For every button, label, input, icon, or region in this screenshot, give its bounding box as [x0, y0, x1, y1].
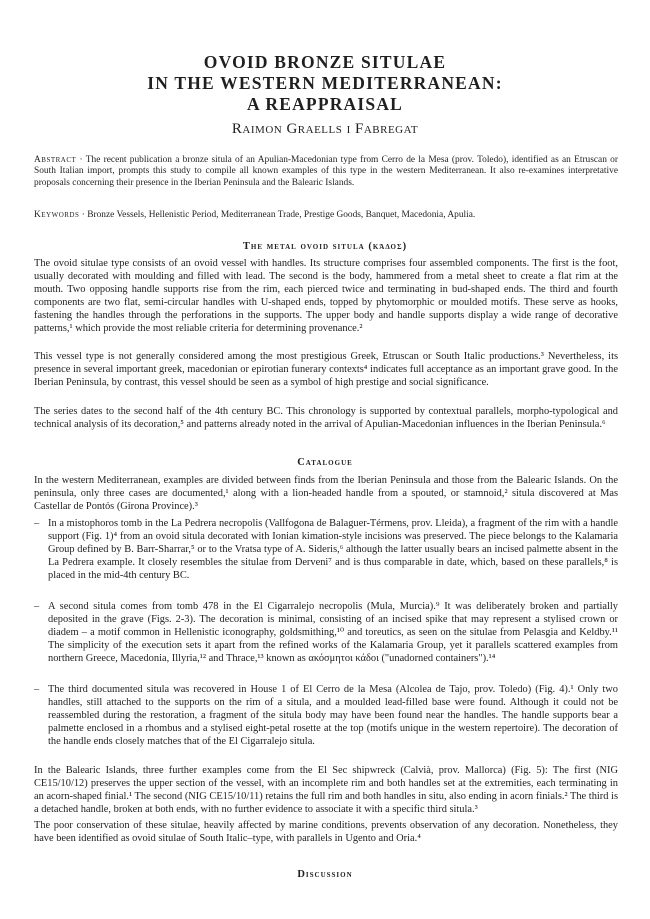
paragraph-chronology: The series dates to the second half of the 4th century BC. This chronology is supported by contextual parallels, morpho-typological and technical analysis of its decoration,⁵ and patterns already noted in the arrival of Apulian-Macedonian influences in the Iberian Peninsula.⁶ [34, 406, 618, 431]
list-dash: – [34, 684, 40, 695]
list-dash: – [34, 601, 40, 612]
paragraph-conservation: The poor conservation of these situlae, heavily affected by marine conditions, prevents observation of any decoration. Nonetheless, they have been identified as ovoid situlae of South Italic–type, with parallels in Ugento and Oria.⁴ [34, 820, 618, 845]
title-line-3: A REAPPRAISAL [246, 94, 404, 114]
list-item-text: In a mistophoros tomb in the La Pedrera necropolis (Vallfogona de Balaguer-Térmens, prov. Lleida), a fragment of the rim with a handle support (Fig. 1)⁴ from an ovoid situla decorated with Ionian kimation-style incisions was preserved. The piece belongs to the Kalamaria Group defined by B. Barr-Sharrar,⁵ or to the Vratsa type of A. Sideris,⁶ although the latter usually bears an incised palmette absent in the La Pedrera example. It closely resembles the situlae from Derveni⁷ and is thus comparable in date, which, based on these parallels,⁸ is placed in the mid-4th century BC. [48, 518, 618, 582]
keywords-separator: · [79, 210, 88, 220]
list-item [34, 600, 618, 665]
paragraph-structure: The ovoid situlae type consists of an ovoid vessel with handles. Its structure comprises four assembled components. The first is the foot, usually decorated with moulding and filled with lead. The second is the body, hammered from a metal sheet to create a flat rim at the mouth. Two opposing handle supports rise from the rim, each pierced twice and terminating in bud-shaped ends. The third and fourth components are two flat, semi-circular handles with U-shaped ends, topped by phytomorphic or moulded motifs. These serve as hooks, fastening the handles through the perforations in the supports. The upper body and handle supports display a wide range of decorative patterns,¹ which provide the most reliable criteria for determining provenance.² [34, 258, 618, 335]
list-item-text: A second situla comes from tomb 478 in the El Cigarralejo necropolis (Mula, Murcia).⁹ It was deliberately broken and partially deposited in the grave (Figs. 2-3). The decoration is minimal, consisting of an incised spike that may represent a stylised crown or diadem – a motif common in Hellenistic iconography, goldsmithing,¹⁰ and toreutics, as seen on the situlae from Pelasgia and Keldby.¹¹ The simplicity of the execution sets it apart from the refined works of the Kalamaria Group, yet it parallels scattered examples from northern Greece, Macedonia, Illyria,¹² and Thrace,¹³ known as ακόσμητοι κάδοι ("unadorned containers").¹⁴ [48, 601, 618, 665]
section-heading-situla: The metal ovoid situla (κάδος) [242, 241, 408, 252]
section-heading-catalogue: Catalogue [297, 457, 353, 468]
title-line-1: OVOID BRONZE SITULAE [203, 52, 447, 72]
paragraph-catalogue-intro: In the western Mediterranean, examples are divided between finds from the Iberian Peninsula and those from the Balearic Islands. On the peninsula, only three cases are documented,¹ along with a lion-headed handle from a spouted, or stamnoid,² situla discovered at Mas Castellar de Pontós (Girona Province).³ [34, 475, 618, 513]
title-line-2: IN THE WESTERN MEDITERRANEAN: [147, 73, 503, 93]
paragraph-balearic: In the Balearic Islands, three further examples come from the El Sec shipwreck (Calvià, prov. Mallorca) (Fig. 5): The first (NIG CE15/10/12) preserves the upper section of the vessel, with an incomplete rim and both handles set at the extremities, each terminating in an acorn-shaped finial.¹ The second (NIG CE15/10/11) retains the full rim and both handles in situ, also ending in acorn finials.² The third is a detached handle, broken at both ends, with no further evidence to associate it with a specific third situla.³ [34, 765, 618, 816]
abstract-label: Abstract [34, 155, 77, 165]
keywords [34, 210, 618, 221]
author-name: Raimon Graells i Fabregat [231, 121, 419, 137]
abstract-text: The recent publication a bronze situla of an Apulian-Macedonian type from Cerro de la Mesa (prov. Toledo), identified as an Etruscan or South Italian import, prompts this study to compile all known examples of this type in the western Mediterranean. It also re-examines interpretative proposals concerning their presence in the Iberian Peninsula and the Balearic Islands. [34, 155, 618, 188]
list-item [34, 683, 618, 748]
abstract [34, 155, 618, 189]
section-heading-discussion: Discussion [297, 869, 353, 880]
list-item-text: The third documented situla was recovered in House 1 of El Cerro de la Mesa (Alcolea de Tajo, prov. Toledo) (Fig. 4).¹ Only two handles, still attached to the supports on the rim of a situla, and a moulded lead-filled base were found. Although it could not be reassembled during the restoration, a fragment of the situla body may have been found near the handles. The handle supports bear a palmette enclosed in a rhombus and a stylised eight-petal rosette at the top (motifs unique in the western repertoire). The decoration of the handle ends closely matches that of the El Cigarralejo situla. [48, 684, 618, 748]
paragraph-prestige: This vessel type is not generally considered among the most prestigious Greek, Etruscan or South Italic productions.³ Nevertheless, its presence in several important greek, macedonian or epirotian funerary contexts⁴ indicates full acceptance as an important grave good. In the Iberian Peninsula, by contrast, this vessel should be seen as a symbol of high prestige and social significance. [34, 351, 618, 389]
list-item [34, 517, 618, 582]
abstract-separator: · [76, 155, 86, 165]
list-dash: – [34, 518, 40, 529]
keywords-text: Bronze Vessels, Hellenistic Period, Mediterranean Trade, Prestige Goods, Banquet, Macedonia, Apulia. [87, 210, 476, 220]
keywords-label: Keywords [34, 210, 80, 220]
